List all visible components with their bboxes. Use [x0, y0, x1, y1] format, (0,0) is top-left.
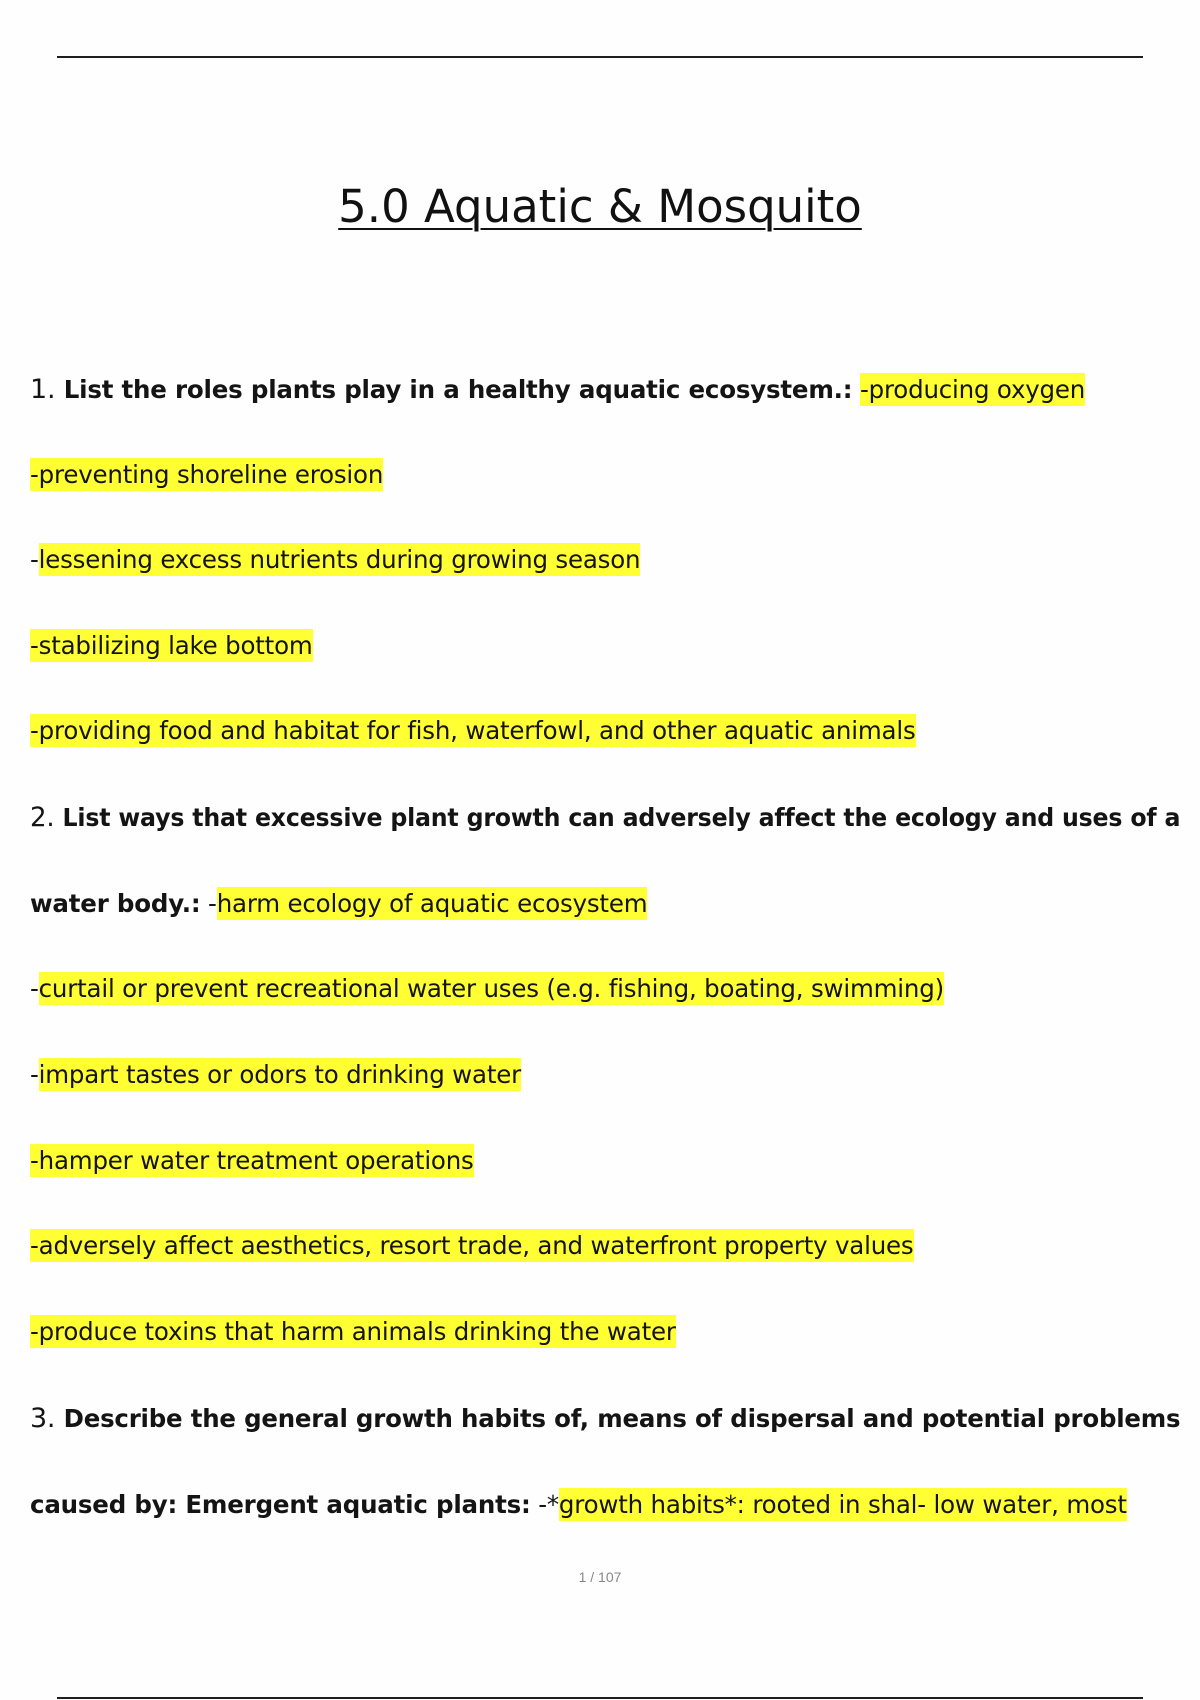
- answer-highlight: -preventing shoreline erosion: [30, 460, 384, 489]
- bottom-rule: [57, 1697, 1143, 1699]
- question-number: 1.: [30, 374, 56, 405]
- question-2: [30, 802, 1180, 834]
- question-1: [30, 374, 1085, 406]
- answer-highlight: lessening excess nutrients during growing season: [38, 545, 641, 574]
- answer-line: -curtail or prevent recreational water uses (e.g. fishing, boating, swimming): [30, 974, 944, 1003]
- answer-highlight: -stabilizing lake bottom: [30, 631, 313, 660]
- answer-highlight: -producing oxygen: [859, 375, 1086, 404]
- answer-highlight: impart tastes or odors to drinking water: [38, 1060, 521, 1089]
- answer-line: [30, 715, 916, 747]
- question-text: List ways that excessive plant growth can adversely affect the ecology and uses of a: [54, 803, 1181, 832]
- answer-highlight: harm ecology of aquatic ecosystem: [216, 889, 648, 918]
- question-text: water body.:: [30, 889, 201, 918]
- answer-line: [30, 630, 313, 662]
- answer-line: [30, 1316, 676, 1348]
- question-text: Describe the general growth habits of, means of dispersal and potential problems: [55, 1404, 1181, 1433]
- question-3-continued: caused by: Emergent aquatic plants: -*growth habits*: rooted in shal- low water, most: [30, 1490, 1127, 1519]
- answer-highlight: growth habits*: rooted in shal- low water, most: [558, 1490, 1127, 1519]
- question-text: List the roles plants play in a healthy aquatic ecosystem.:: [55, 375, 853, 404]
- question-3: [30, 1403, 1180, 1435]
- answer-highlight: -produce toxins that harm animals drinking the water: [30, 1317, 676, 1346]
- question-number: 2.: [30, 802, 55, 833]
- answer-line: -lessening excess nutrients during growing season: [30, 545, 641, 574]
- page-title: 5.0 Aquatic & Mosquito: [338, 180, 862, 233]
- answer-line: [30, 459, 383, 491]
- page-number: 1 / 107: [578, 1569, 622, 1585]
- answer-line: [30, 1230, 914, 1262]
- question-2-continued: water body.: -harm ecology of aquatic ecosystem: [30, 889, 648, 918]
- answer-line: -impart tastes or odors to drinking water: [30, 1060, 521, 1089]
- answer-highlight: -hamper water treatment operations: [30, 1146, 474, 1175]
- answer-highlight: -adversely affect aesthetics, resort trade, and waterfront property values: [30, 1231, 914, 1260]
- answer-line: [30, 1145, 474, 1177]
- answer-highlight: curtail or prevent recreational water uses (e.g. fishing, boating, swimming): [38, 974, 944, 1003]
- question-number: 3.: [30, 1403, 56, 1434]
- top-rule: [57, 56, 1143, 58]
- question-text: caused by: Emergent aquatic plants:: [30, 1490, 531, 1519]
- answer-highlight: -providing food and habitat for fish, waterfowl, and other aquatic animals: [30, 716, 916, 745]
